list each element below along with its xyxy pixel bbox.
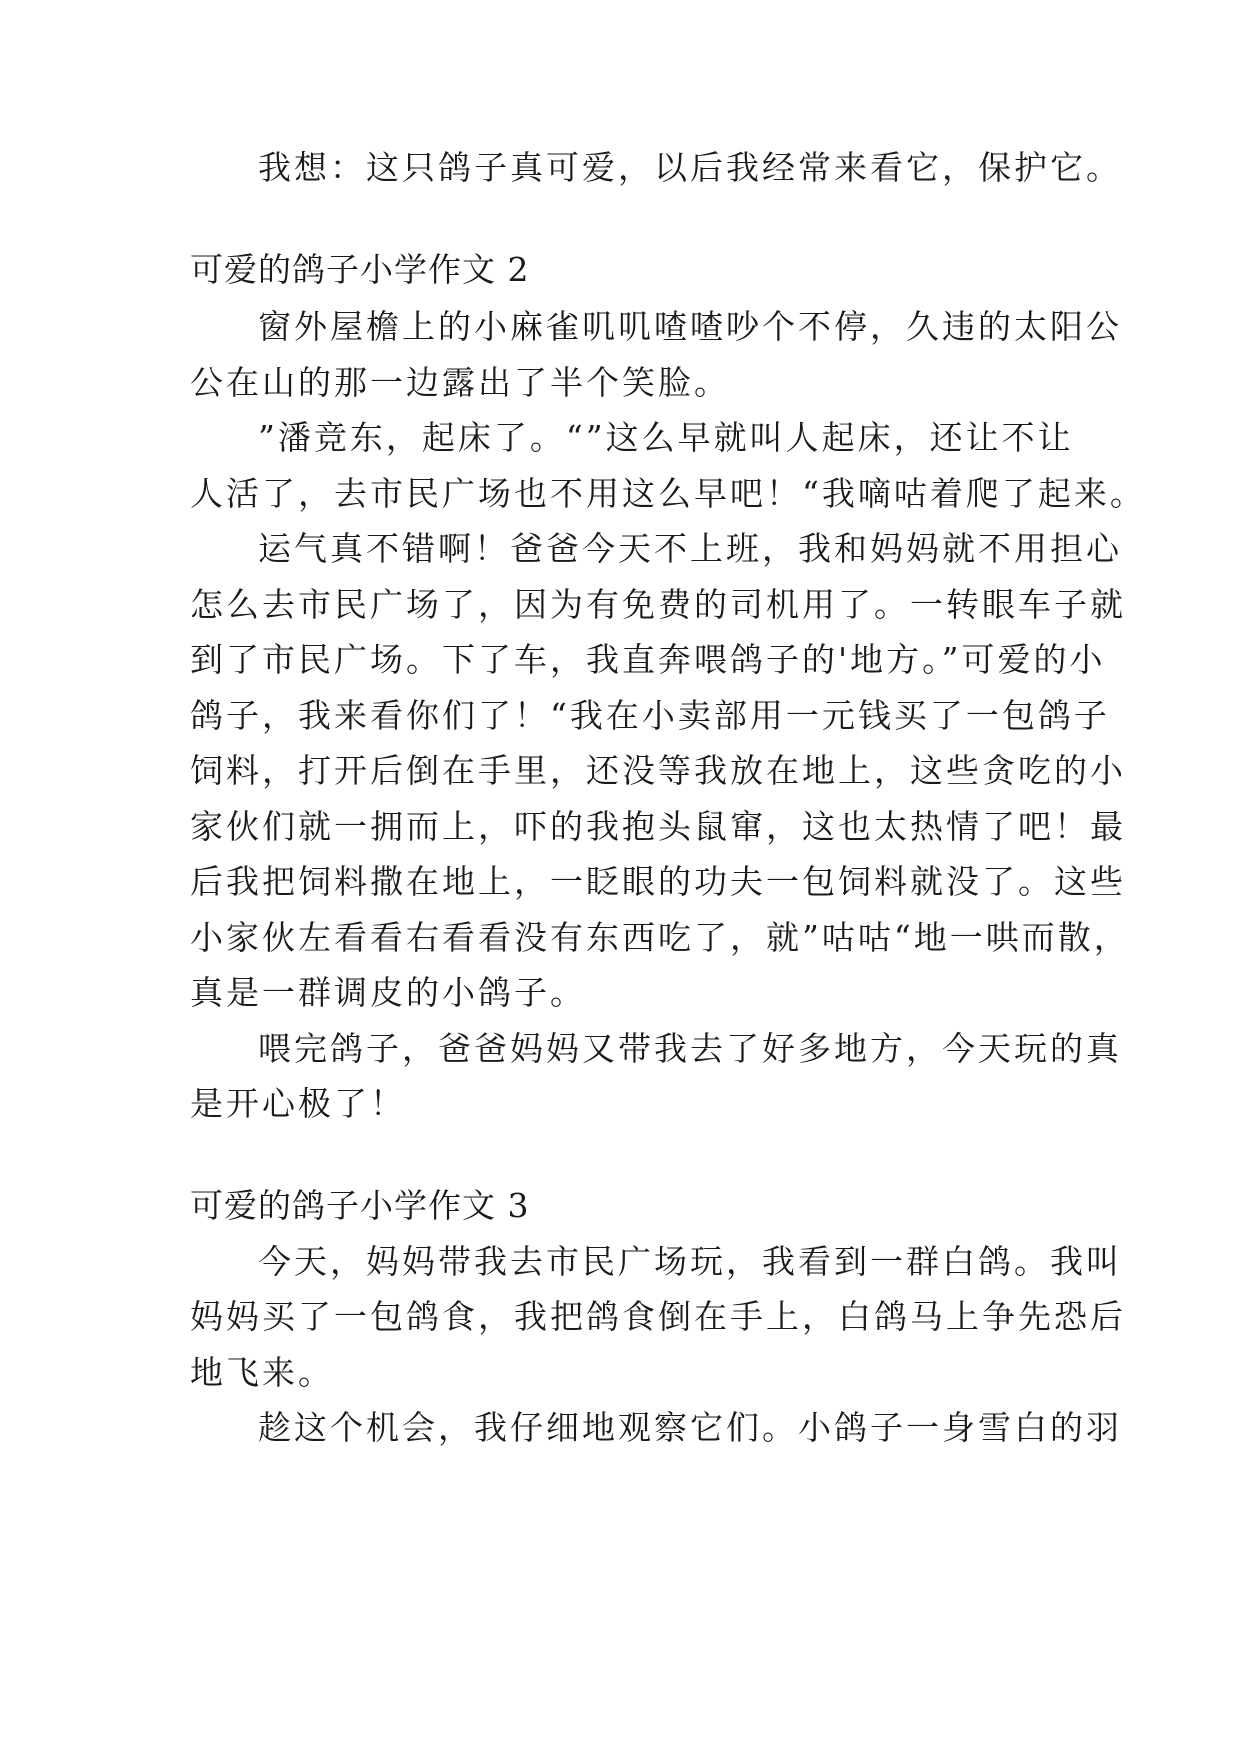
- paragraph-line: 到了市民广场。下了车，我直奔喂鸽子的'地方。”可爱的小: [190, 640, 1106, 679]
- paragraph-line: 是开心极了！: [190, 1084, 406, 1123]
- paragraph-line: 窗外屋檐上的小麻雀叽叽喳喳吵个不停，久违的太阳公: [258, 307, 1122, 346]
- paragraph-line: 鸽子，我来看你们了！“我在小卖部用一元钱买了一包鸽子: [190, 696, 1110, 735]
- section-heading: 可爱的鸽子小学作文 2: [190, 250, 530, 289]
- paragraph-line: 妈妈买了一包鸽食，我把鸽食倒在手上，白鸽马上争先恐后: [190, 1297, 1126, 1336]
- paragraph-line: 地飞来。: [190, 1353, 334, 1392]
- paragraph-line: 公在山的那一边露出了半个笑脸。: [190, 363, 730, 402]
- paragraph-line: 家伙们就一拥而上，吓的我抱头鼠窜，这也太热情了吧！最: [190, 807, 1126, 846]
- paragraph-line: 后我把饲料撒在地上，一眨眼的功夫一包饲料就没了。这些: [190, 862, 1126, 901]
- paragraph-line: 饲料，打开后倒在手里，还没等我放在地上，这些贪吃的小: [190, 751, 1126, 790]
- paragraph-line: 人活了，去市民广场也不用这么早吧！“我嘀咕着爬了起来。: [190, 474, 1146, 513]
- paragraph-line: 运气真不错啊！爸爸今天不上班，我和妈妈就不用担心: [258, 529, 1122, 568]
- paragraph-line: 真是一群调皮的小鸽子。: [190, 973, 586, 1012]
- paragraph-line: 小家伙左看看右看看没有东西吃了，就”咕咕“地一哄而散，: [190, 918, 1130, 957]
- paragraph-line: 趁这个机会，我仔细地观察它们。小鸽子一身雪白的羽: [258, 1408, 1122, 1447]
- paragraph-line: 喂完鸽子，爸爸妈妈又带我去了好多地方，今天玩的真: [258, 1029, 1122, 1068]
- paragraph-line: ”潘竞东，起床了。“”这么早就叫人起床，还让不让: [258, 418, 1074, 457]
- section-heading: 可爱的鸽子小学作文 3: [190, 1186, 530, 1225]
- paragraph-line: 今天，妈妈带我去市民广场玩，我看到一群白鸽。我叫: [258, 1242, 1122, 1281]
- paragraph-line: 怎么去市民广场了，因为有免费的司机用了。一转眼车子就: [190, 585, 1126, 624]
- paragraph-line: 我想：这只鸽子真可爱，以后我经常来看它，保护它。: [258, 148, 1122, 187]
